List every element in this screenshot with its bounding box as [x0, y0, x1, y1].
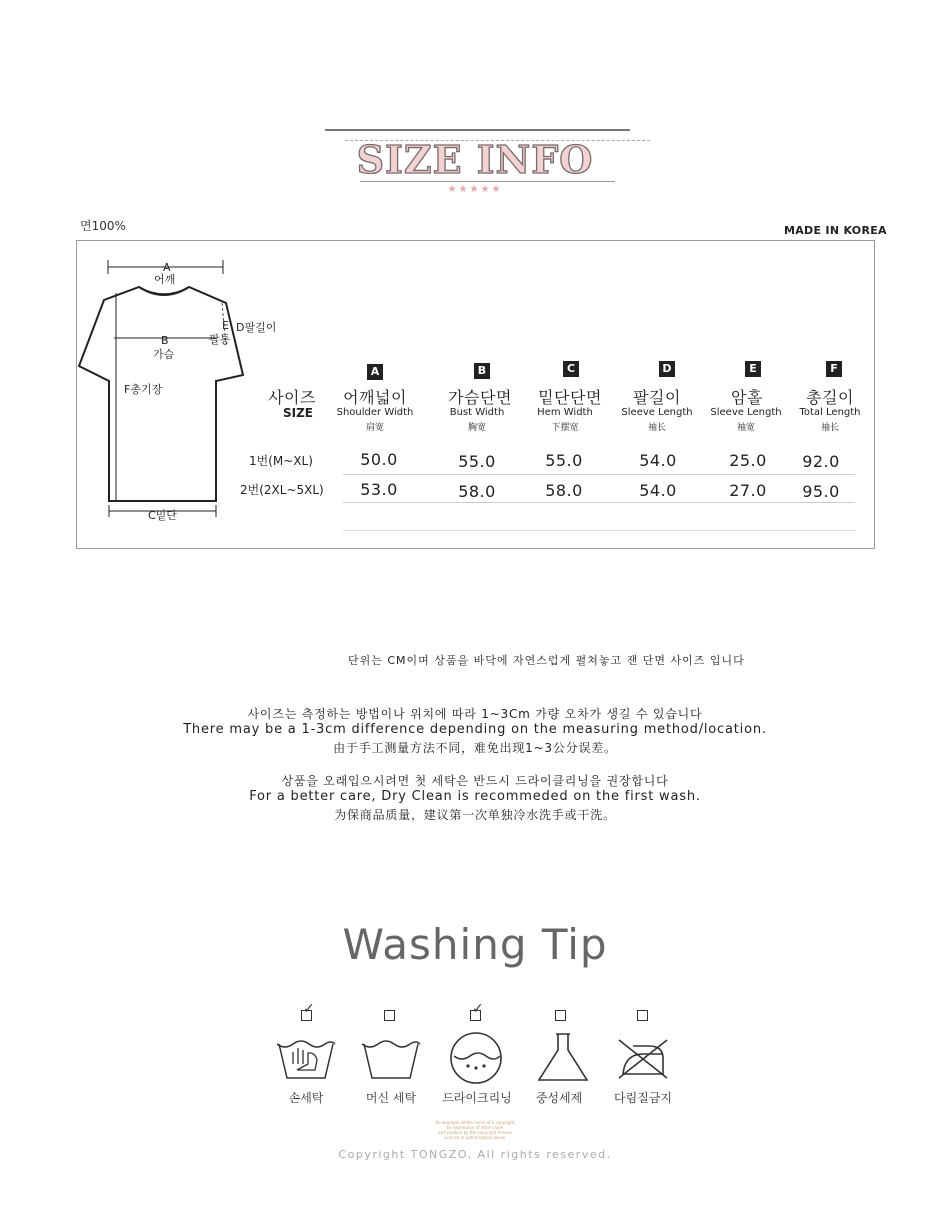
column-d-title: 팔길이	[633, 388, 681, 407]
column-a-cn: 肩宽	[365, 423, 384, 433]
table-bottom-rule	[343, 530, 855, 531]
measure-note-cn: 由于手工测量方法不同，难免出现1~3公分误差。	[333, 741, 617, 755]
material-label: 면100%	[80, 219, 126, 233]
no-iron-icon	[615, 1036, 671, 1082]
column-c-badge: C	[563, 361, 579, 377]
fine-print-line: License of authorization owner	[444, 1135, 506, 1140]
column-a-title: 어깨넓이	[343, 388, 407, 407]
column-d-cn: 袖长	[647, 423, 666, 433]
row-2-sleeve: 54.0	[639, 481, 677, 500]
tshirt-neckline	[139, 287, 189, 294]
column-c-cn: 下摆宽	[551, 423, 579, 433]
fine-print-line: by expression of other claim	[446, 1125, 504, 1130]
column-f-cn: 袖长	[820, 423, 839, 433]
column-e-title: 암홀	[731, 388, 763, 407]
no-iron-checkbox	[637, 1010, 648, 1021]
header-bottom-line	[360, 181, 615, 182]
dry-clean-label: 드라이크리닝	[442, 1091, 512, 1105]
row-1-armhole: 25.0	[729, 451, 767, 470]
no-iron-label: 다림질금지	[614, 1091, 672, 1105]
row-2-shoulder: 53.0	[360, 480, 398, 499]
column-e-cn: 袖宽	[736, 423, 755, 433]
column-f-badge: F	[826, 361, 842, 377]
column-b-en: Bust Width	[449, 407, 505, 418]
row-2-bust: 58.0	[458, 482, 496, 501]
row-1-bust: 55.0	[458, 452, 496, 471]
fine-print	[375, 1120, 575, 1140]
column-b-cn: 胸宽	[467, 423, 486, 433]
check-mark-icon: ✓	[303, 1001, 315, 1017]
size-info-title: SIZE INFO	[356, 137, 594, 182]
row-2-total: 95.0	[802, 482, 840, 501]
washing-tip-title: Washing Tip	[342, 920, 608, 969]
column-c-en: Hem Width	[537, 407, 593, 418]
check-mark-icon: ✓	[472, 1001, 484, 1017]
column-c-title: 밑단단면	[538, 388, 602, 407]
row-divider	[343, 474, 855, 475]
header-top-line	[325, 129, 630, 131]
neutral-detergent-label: 중성세제	[535, 1091, 583, 1105]
hand-wash-checkbox	[301, 1001, 315, 1021]
column-e-en: Sleeve Length	[710, 407, 782, 418]
diagram-f-label: F총기장	[124, 383, 163, 396]
unit-note: 단위는 CM이며 상품을 바닥에 자연스럽게 펼쳐놓고 잰 단면 사이즈 입니다	[348, 654, 745, 667]
stars-decoration: ★★★★★	[447, 184, 503, 195]
diagram-e-label: 팔통	[209, 333, 231, 346]
dry-clean-icon	[448, 1030, 504, 1086]
neutral-detergent-icon	[535, 1030, 591, 1084]
fine-print-line: Be example all the name of a copyright	[435, 1120, 515, 1125]
diagram-b-letter: B	[161, 334, 169, 347]
care-note-kr: 상품을 오래입으시려면 첫 세탁은 반드시 드라이클리닝을 권장합니다	[281, 774, 669, 788]
dry-clean-checkbox	[470, 1001, 484, 1021]
column-b-title: 가슴단면	[448, 388, 512, 407]
care-note-en: For a better care, Dry Clean is recommeded on the first wash.	[249, 789, 701, 804]
row-2-label: 2번(2XL~5XL)	[240, 483, 324, 497]
diagram-a-letter: A	[163, 261, 171, 274]
made-in-label: MADE IN KOREA	[784, 224, 887, 237]
row-1-hem: 55.0	[545, 451, 583, 470]
size-header-kr: 사이즈	[268, 388, 316, 407]
machine-wash-checkbox	[384, 1010, 395, 1021]
row-1-total: 92.0	[802, 452, 840, 471]
row-2-armhole: 27.0	[729, 481, 767, 500]
column-f-en: Total Length	[799, 407, 861, 418]
diagram-a-label: 어깨	[154, 273, 176, 286]
column-b-badge: B	[474, 363, 490, 379]
row-divider	[343, 502, 855, 503]
diagram-d-label: D팔길이	[236, 321, 277, 334]
copyright: Copyright TONGZO. All rights reserved.	[338, 1148, 612, 1161]
neutral-detergent-checkbox	[555, 1010, 566, 1021]
diagram-e-letter: E	[222, 319, 229, 332]
size-header-en: SIZE	[283, 406, 314, 420]
column-a-en: Shoulder Width	[336, 407, 414, 418]
care-note-cn: 为保商品质量，建议第一次单独冷水洗手或干洗。	[334, 808, 616, 822]
column-f-title: 총길이	[806, 388, 854, 407]
machine-wash-label: 머신 세탁	[365, 1091, 417, 1105]
column-d-en: Sleeve Length	[621, 407, 693, 418]
row-1-sleeve: 54.0	[639, 451, 677, 470]
hand-wash-icon	[275, 1034, 337, 1084]
hand-wash-label: 손세탁	[288, 1091, 324, 1105]
row-1-shoulder: 50.0	[360, 450, 398, 469]
machine-wash-icon	[360, 1034, 422, 1084]
row-2-hem: 58.0	[545, 481, 583, 500]
column-a-badge: A	[367, 364, 383, 380]
diagram-c-label: C밑단	[148, 509, 177, 522]
column-d-badge: D	[659, 361, 675, 377]
column-e-badge: E	[745, 361, 761, 377]
diagram-b-label: 가슴	[153, 348, 175, 361]
measure-note-kr: 사이즈는 측정하는 방법이나 위치에 따라 1~3Cm 가량 오차가 생길 수 있습니다	[247, 707, 703, 721]
measure-note-en: There may be a 1-3cm difference depending on the measuring method/location.	[183, 722, 767, 737]
fine-print-line: and product by the copyright license	[438, 1130, 512, 1135]
row-1-label: 1번(M~XL)	[249, 454, 313, 468]
